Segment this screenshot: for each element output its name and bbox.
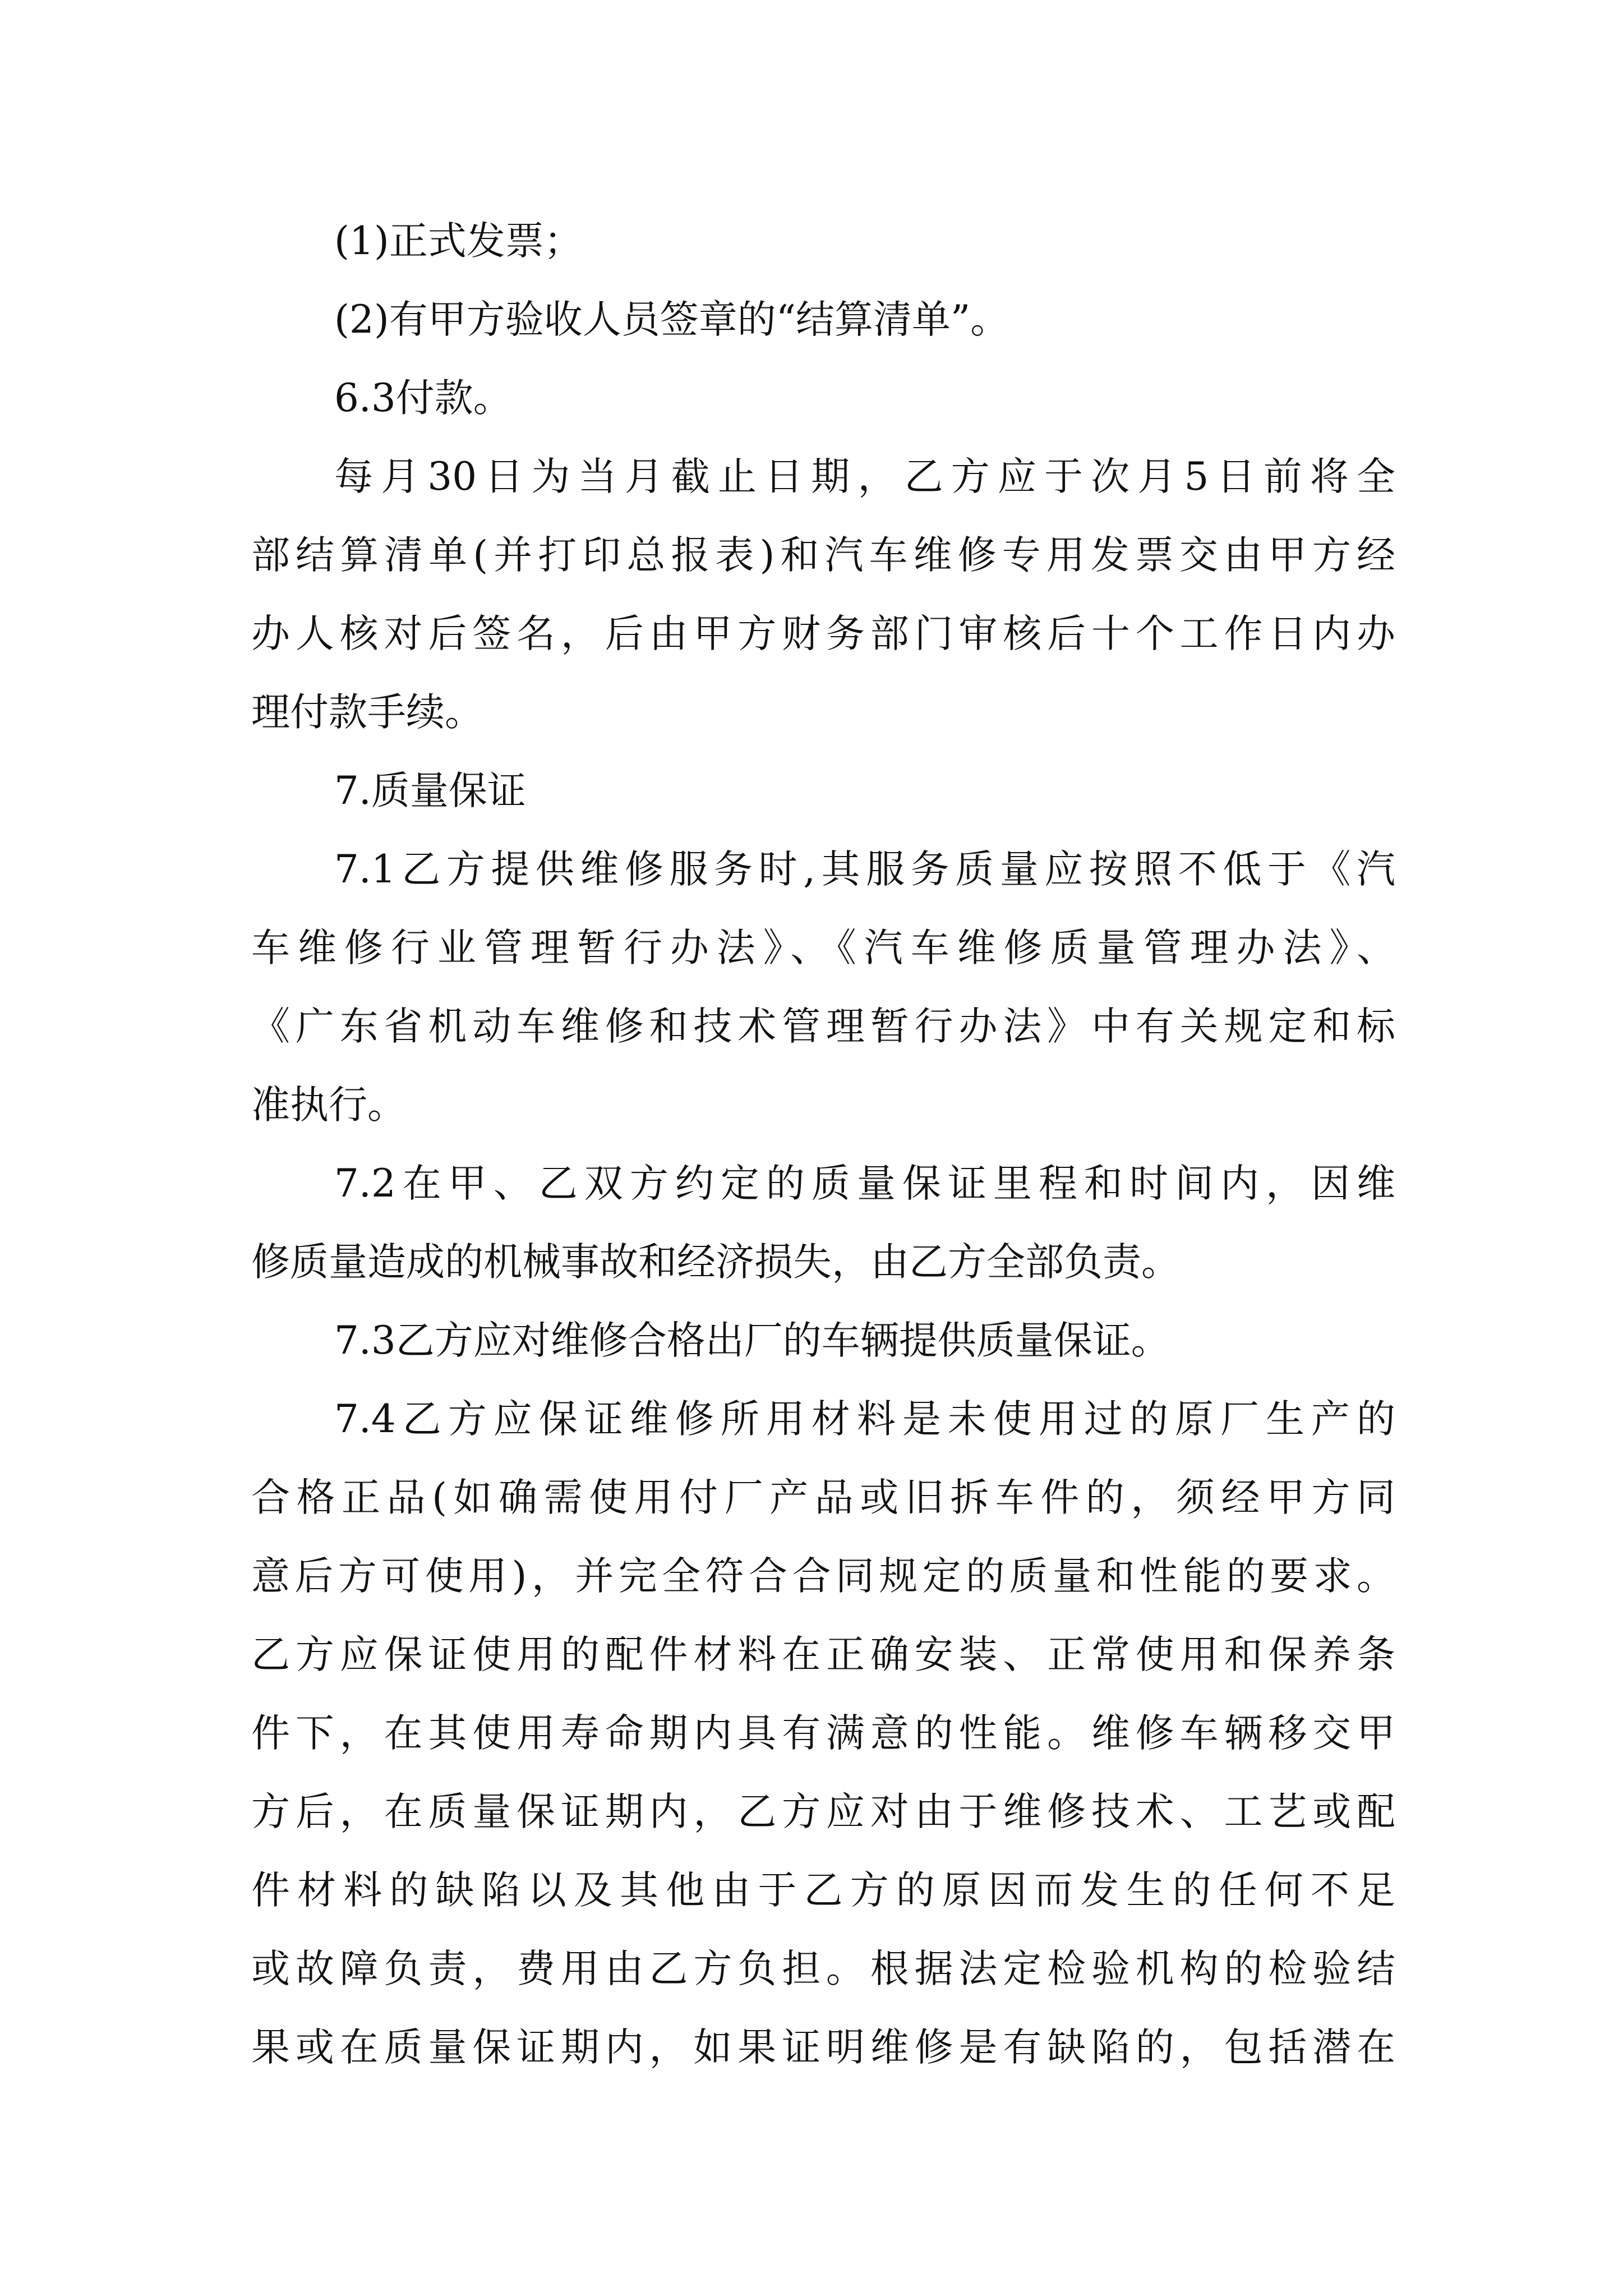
text-line: 每月30日为当月截止日期，乙方应于次月5日前将全 [334, 454, 1395, 499]
text-line: 合格正品(如确需使用付厂产品或旧拆车件的，须经甲方同 [251, 1475, 1395, 1520]
contract-text-body [251, 202, 1395, 2087]
text-line: 件下，在其使用寿命期内具有满意的性能。维修车辆移交甲 [251, 1711, 1395, 1756]
text-line: (1)正式发票； [334, 219, 583, 264]
text-line: 7.2在甲、乙双方约定的质量保证里程和时间内，因维 [334, 1161, 1395, 1206]
text-line: 7.3乙方应对维修合格出厂的车辆提供质量保证。 [334, 1318, 1170, 1363]
text-line: 《广东省机动车维修和技术管理暂行办法》中有关规定和标 [251, 1004, 1395, 1049]
text-line: 部结算清单(并打印总报表)和汽车维修专用发票交由甲方经 [251, 533, 1395, 578]
text-line: (2)有甲方验收人员签章的“结算清单”。 [334, 297, 1009, 342]
text-line: 乙方应保证使用的配件材料在正确安装、正常使用和保养条 [251, 1632, 1395, 1677]
text-line: 7.4乙方应保证维修所用材料是未使用过的原厂生产的 [334, 1397, 1395, 1442]
text-line: 7.1乙方提供维修服务时,其服务质量应按照不低于《汽 [334, 847, 1395, 892]
text-line: 果或在质量保证期内，如果证明维修是有缺陷的，包括潜在 [251, 2025, 1395, 2070]
text-line: 或故障负责，费用由乙方负担。根据法定检验机构的检验结 [251, 1947, 1395, 1991]
text-line: 件材料的缺陷以及其他由于乙方的原因而发生的任何不足 [251, 1868, 1395, 1913]
text-line: 准执行。 [251, 1083, 406, 1128]
text-line: 修质量造成的机械事故和经济损失，由乙方全部负责。 [251, 1240, 1180, 1285]
text-line: 办人核对后签名，后由甲方财务部门审核后十个工作日内办 [251, 611, 1395, 656]
text-line: 方后，在质量保证期内，乙方应对由于维修技术、工艺或配 [251, 1789, 1395, 1834]
text-line: 车维修行业管理暂行办法》、《汽车维修质量管理办法》、 [251, 926, 1395, 970]
section-heading: 6.3付款。 [334, 376, 512, 421]
text-line: 理付款手续。 [251, 690, 483, 735]
text-line: 意后方可使用)，并完全符合合同规定的质量和性能的要求。 [251, 1554, 1395, 1599]
section-heading: 7.质量保证 [334, 769, 526, 813]
